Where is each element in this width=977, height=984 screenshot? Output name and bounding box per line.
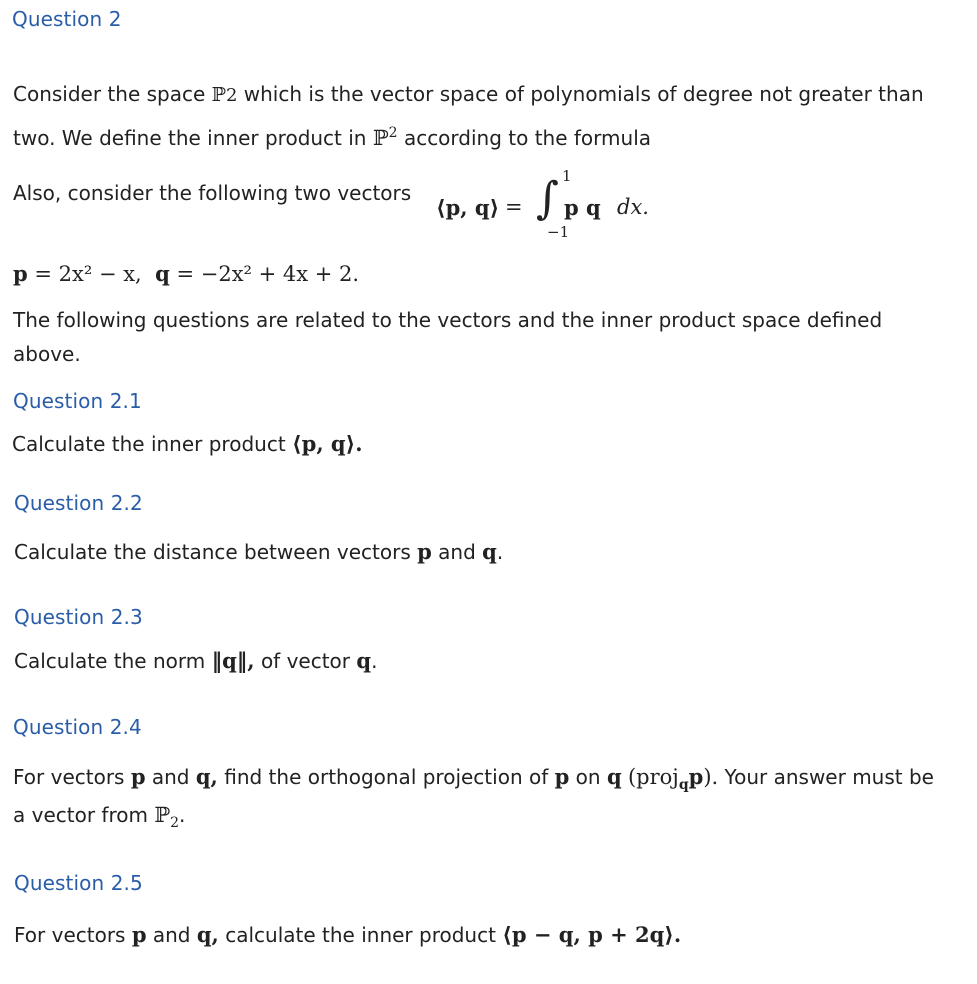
intro-1b: which is the vector space of polynomials of degree not greater than [243, 82, 924, 106]
question-2-2-text: Calculate the distance between vectors p and q. [14, 539, 504, 564]
question-2-4-line-1: For vectors p and q, find the orthogonal projection of p on q (proj$_q$p). Your answer must be [13, 764, 934, 794]
question-2-5-heading: Question 2.5 [14, 871, 143, 895]
question-2-2-heading: Question 2.2 [14, 491, 143, 515]
space-symbol-2: ℙ$^2$ [372, 125, 398, 150]
space-symbol: ℙ2 [211, 84, 238, 106]
question-2-4-heading: Question 2.4 [13, 715, 142, 739]
intro-line-2 [13, 126, 651, 150]
integral-lower: −1 [547, 223, 570, 241]
question-2-1-heading: Question 2.1 [13, 389, 142, 413]
intro-line-1 [13, 82, 924, 108]
integral-sign: ∫ [536, 173, 559, 224]
integral-upper: 1 [562, 167, 572, 185]
question-2-1-text: Calculate the inner product ⟨p, q⟩. [12, 431, 363, 456]
dx: dx. [617, 195, 649, 219]
question-2-4-line-2: a vector from ℙ$_2$. [13, 803, 186, 832]
formula-eq: = [505, 195, 523, 219]
intro-2a: two. We define the inner product in [13, 126, 367, 150]
question-2-3-text: Calculate the norm ‖q‖, of vector q. [14, 648, 378, 673]
question-2-3-heading: Question 2.3 [14, 605, 143, 629]
intro-line-3: Also, consider the following two vectors [13, 181, 412, 205]
intro-2b: according to the formula [403, 126, 652, 150]
integrand: p q [564, 195, 601, 220]
follow-line-1: The following questions are related to the vectors and the inner product space defined [13, 308, 883, 332]
vector-definitions: p = 2x² − x, q = −2x² + 4x + 2. [13, 261, 360, 286]
question-2-5-text: For vectors p and q, calculate the inner product ⟨p − q, p + 2q⟩. [14, 922, 682, 947]
question-2-heading: Question 2 [12, 7, 122, 31]
intro-1a: Consider the space [13, 82, 206, 106]
formula-lhs: ⟨p, q⟩ [436, 195, 500, 220]
follow-line-2: above. [13, 342, 81, 366]
